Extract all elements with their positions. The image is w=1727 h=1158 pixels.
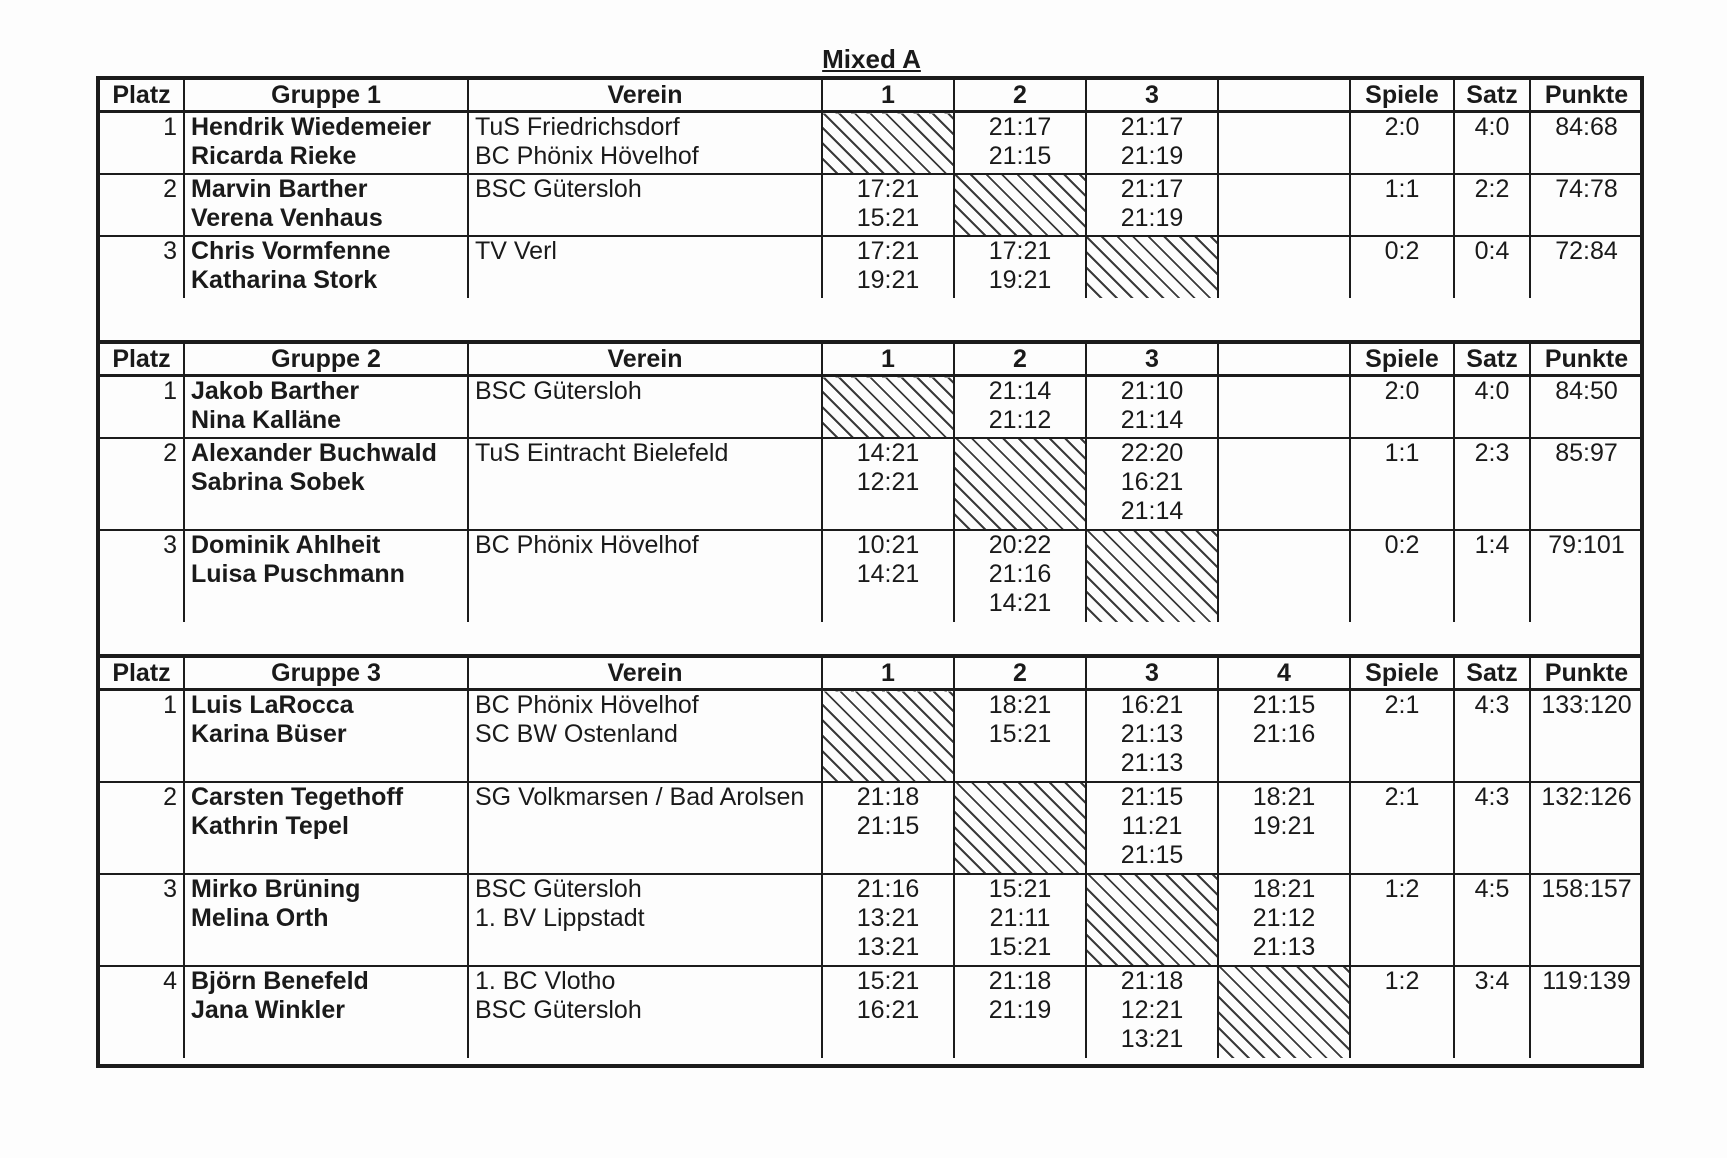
match-score-cell bbox=[1218, 438, 1350, 530]
set-score: 21:18 bbox=[988, 966, 1052, 995]
set-score: 16:21 bbox=[1120, 467, 1184, 496]
set-score: 13:21 bbox=[856, 903, 920, 932]
sets-cell: 3:4 bbox=[1454, 966, 1530, 1058]
match-score-cell bbox=[1218, 782, 1350, 874]
set-score: 19:21 bbox=[1252, 811, 1316, 840]
player-name: Chris Vormfenne bbox=[191, 236, 391, 265]
match-score-cell bbox=[822, 174, 954, 236]
players-cell bbox=[184, 174, 468, 236]
match-score-cell bbox=[1218, 174, 1350, 236]
match-score-cell bbox=[822, 874, 954, 966]
match-score-cell bbox=[822, 530, 954, 622]
sets-cell: 4:5 bbox=[1454, 874, 1530, 966]
club-cell bbox=[468, 530, 822, 622]
group-header-row bbox=[100, 80, 1642, 112]
set-score: 21:16 bbox=[1252, 720, 1316, 748]
set-score: 21:16 bbox=[988, 559, 1052, 588]
set-score: 21:16 bbox=[856, 874, 920, 903]
club-header: Verein bbox=[468, 80, 822, 112]
group-table bbox=[100, 658, 1642, 1058]
group-name-header: Gruppe 1 bbox=[184, 80, 468, 112]
team-row bbox=[100, 112, 1642, 174]
set-score: 21:15 bbox=[988, 142, 1052, 170]
club-name: TuS Eintracht Bielefeld bbox=[475, 438, 729, 467]
club-name: SG Volkmarsen / Bad Arolsen bbox=[475, 782, 805, 811]
self-match-hatched-cell bbox=[954, 174, 1086, 236]
points-cell: 72:84 bbox=[1530, 236, 1642, 298]
set-score: 15:21 bbox=[988, 932, 1052, 961]
set-score: 12:21 bbox=[856, 467, 920, 496]
set-score: 15:21 bbox=[988, 874, 1052, 903]
self-match-hatched-cell bbox=[1086, 530, 1218, 622]
points-cell: 132:126 bbox=[1530, 782, 1642, 874]
players-cell bbox=[184, 236, 468, 298]
player-name: Hendrik Wiedemeier bbox=[191, 113, 432, 141]
team-row bbox=[100, 966, 1642, 1058]
rank-cell: 1 bbox=[100, 112, 184, 174]
match-score-cell bbox=[1086, 782, 1218, 874]
page-title bbox=[0, 44, 1727, 75]
opponent-col-header: 3 bbox=[1086, 80, 1218, 112]
club-name: BSC Gütersloh bbox=[475, 874, 642, 903]
club-name: BC Phönix Hövelhof bbox=[475, 530, 699, 559]
match-score-cell bbox=[954, 874, 1086, 966]
sets-cell: 2:2 bbox=[1454, 174, 1530, 236]
sets-cell: 4:3 bbox=[1454, 690, 1530, 782]
games-cell: 0:2 bbox=[1350, 236, 1454, 298]
set-score: 21:14 bbox=[1120, 496, 1184, 525]
set-score: 18:21 bbox=[988, 691, 1052, 719]
players-cell bbox=[184, 782, 468, 874]
club-name: SC BW Ostenland bbox=[475, 720, 678, 748]
match-score-cell bbox=[954, 966, 1086, 1058]
opponent-col-header: 2 bbox=[954, 344, 1086, 376]
players-cell bbox=[184, 376, 468, 438]
match-score-cell bbox=[954, 112, 1086, 174]
set-score: 21:18 bbox=[1120, 966, 1184, 995]
points-cell: 158:157 bbox=[1530, 874, 1642, 966]
set-score: 16:21 bbox=[1120, 691, 1184, 719]
player-name: Mirko Brüning bbox=[191, 874, 361, 903]
opponent-col-header: 1 bbox=[822, 80, 954, 112]
games-cell: 1:2 bbox=[1350, 874, 1454, 966]
group-name-header: Gruppe 3 bbox=[184, 658, 468, 690]
player-name: Luis LaRocca bbox=[191, 691, 354, 719]
players-cell bbox=[184, 112, 468, 174]
player-name: Verena Venhaus bbox=[191, 203, 383, 232]
sets-header: Satz bbox=[1454, 658, 1530, 690]
match-score-cell bbox=[822, 438, 954, 530]
opponent-col-header bbox=[1218, 80, 1350, 112]
club-cell bbox=[468, 236, 822, 298]
points-header: Punkte bbox=[1530, 658, 1642, 690]
self-match-hatched-cell bbox=[1086, 874, 1218, 966]
club-name: 1. BV Lippstadt bbox=[475, 903, 645, 932]
players-cell bbox=[184, 874, 468, 966]
self-match-hatched-cell bbox=[822, 690, 954, 782]
team-row bbox=[100, 376, 1642, 438]
rank-cell: 2 bbox=[100, 438, 184, 530]
set-score: 21:12 bbox=[988, 406, 1052, 434]
set-score: 21:18 bbox=[856, 782, 920, 811]
points-cell: 84:50 bbox=[1530, 376, 1642, 438]
opponent-col-header bbox=[1218, 344, 1350, 376]
club-cell bbox=[468, 966, 822, 1058]
games-cell: 0:2 bbox=[1350, 530, 1454, 622]
team-row bbox=[100, 236, 1642, 298]
set-score: 21:19 bbox=[988, 995, 1052, 1024]
set-score: 17:21 bbox=[856, 174, 920, 203]
points-header: Punkte bbox=[1530, 80, 1642, 112]
self-match-hatched-cell bbox=[1218, 966, 1350, 1058]
set-score: 21:15 bbox=[856, 811, 920, 840]
match-score-cell bbox=[822, 782, 954, 874]
self-match-hatched-cell bbox=[1086, 236, 1218, 298]
sets-cell: 4:0 bbox=[1454, 376, 1530, 438]
match-score-cell bbox=[822, 966, 954, 1058]
match-score-cell bbox=[954, 236, 1086, 298]
set-score: 21:17 bbox=[1120, 113, 1184, 141]
rank-cell: 4 bbox=[100, 966, 184, 1058]
set-score: 21:17 bbox=[1120, 174, 1184, 203]
player-name: Melina Orth bbox=[191, 903, 329, 932]
set-score: 15:21 bbox=[988, 720, 1052, 748]
set-score: 21:15 bbox=[1252, 691, 1316, 719]
match-score-cell bbox=[1218, 376, 1350, 438]
player-name: Sabrina Sobek bbox=[191, 467, 365, 496]
match-score-cell bbox=[954, 530, 1086, 622]
games-cell: 2:0 bbox=[1350, 376, 1454, 438]
club-cell bbox=[468, 438, 822, 530]
club-name: BC Phönix Hövelhof bbox=[475, 142, 699, 170]
set-score: 14:21 bbox=[988, 588, 1052, 617]
player-name: Carsten Tegethoff bbox=[191, 782, 404, 811]
club-cell bbox=[468, 174, 822, 236]
sets-cell: 4:3 bbox=[1454, 782, 1530, 874]
sets-cell: 0:4 bbox=[1454, 236, 1530, 298]
games-header: Spiele bbox=[1350, 80, 1454, 112]
player-name: Jana Winkler bbox=[191, 995, 346, 1024]
group-name-header: Gruppe 2 bbox=[184, 344, 468, 376]
club-cell bbox=[468, 690, 822, 782]
club-header: Verein bbox=[468, 344, 822, 376]
rank-cell: 2 bbox=[100, 782, 184, 874]
page-title-text: Mixed A bbox=[822, 44, 921, 74]
set-score: 21:19 bbox=[1120, 142, 1184, 170]
club-cell bbox=[468, 874, 822, 966]
set-score: 21:15 bbox=[1120, 840, 1184, 869]
set-score: 19:21 bbox=[988, 265, 1052, 294]
set-score: 15:21 bbox=[856, 203, 920, 232]
player-name: Karina Büser bbox=[191, 720, 347, 748]
self-match-hatched-cell bbox=[954, 438, 1086, 530]
club-name: 1. BC Vlotho bbox=[475, 966, 616, 995]
set-score: 14:21 bbox=[856, 438, 920, 467]
club-name: TV Verl bbox=[475, 236, 557, 265]
group-table bbox=[100, 344, 1642, 622]
set-score: 11:21 bbox=[1121, 811, 1183, 840]
set-score: 21:12 bbox=[1252, 903, 1316, 932]
set-score: 19:21 bbox=[856, 265, 920, 294]
points-cell: 119:139 bbox=[1530, 966, 1642, 1058]
games-cell: 1:2 bbox=[1350, 966, 1454, 1058]
team-row bbox=[100, 690, 1642, 782]
points-cell: 79:101 bbox=[1530, 530, 1642, 622]
platz-header: Platz bbox=[100, 344, 184, 376]
set-score: 17:21 bbox=[988, 236, 1052, 265]
points-header: Punkte bbox=[1530, 344, 1642, 376]
set-score: 10:21 bbox=[856, 530, 920, 559]
group-table bbox=[100, 80, 1642, 298]
match-score-cell bbox=[1218, 874, 1350, 966]
rank-cell: 3 bbox=[100, 530, 184, 622]
match-score-cell bbox=[1086, 376, 1218, 438]
players-cell bbox=[184, 530, 468, 622]
self-match-hatched-cell bbox=[822, 376, 954, 438]
player-name: Katharina Stork bbox=[191, 265, 378, 294]
match-score-cell bbox=[1086, 174, 1218, 236]
set-score: 21:13 bbox=[1120, 749, 1184, 777]
match-score-cell bbox=[1086, 690, 1218, 782]
games-header: Spiele bbox=[1350, 658, 1454, 690]
set-score: 21:15 bbox=[1120, 782, 1184, 811]
club-cell bbox=[468, 782, 822, 874]
platz-header: Platz bbox=[100, 658, 184, 690]
club-name: BSC Gütersloh bbox=[475, 174, 642, 203]
set-score: 21:14 bbox=[988, 377, 1052, 405]
games-cell: 2:1 bbox=[1350, 782, 1454, 874]
points-cell: 85:97 bbox=[1530, 438, 1642, 530]
set-score: 21:10 bbox=[1120, 377, 1184, 405]
games-cell: 2:1 bbox=[1350, 690, 1454, 782]
player-name: Björn Benefeld bbox=[191, 966, 369, 995]
match-score-cell bbox=[1086, 966, 1218, 1058]
rank-cell: 1 bbox=[100, 690, 184, 782]
player-name: Alexander Buchwald bbox=[191, 438, 437, 467]
opponent-col-header: 2 bbox=[954, 80, 1086, 112]
match-score-cell bbox=[954, 690, 1086, 782]
team-row bbox=[100, 782, 1642, 874]
set-score: 21:11 bbox=[989, 903, 1051, 932]
match-score-cell bbox=[1218, 690, 1350, 782]
players-cell bbox=[184, 690, 468, 782]
sets-cell: 4:0 bbox=[1454, 112, 1530, 174]
self-match-hatched-cell bbox=[954, 782, 1086, 874]
club-name: BSC Gütersloh bbox=[475, 995, 642, 1024]
set-score: 14:21 bbox=[856, 559, 920, 588]
self-match-hatched-cell bbox=[822, 112, 954, 174]
points-cell: 74:78 bbox=[1530, 174, 1642, 236]
group-header-row bbox=[100, 658, 1642, 690]
set-score: 20:22 bbox=[988, 530, 1052, 559]
match-score-cell bbox=[954, 376, 1086, 438]
set-score: 21:19 bbox=[1120, 203, 1184, 232]
match-score-cell bbox=[1218, 236, 1350, 298]
set-score: 12:21 bbox=[1120, 995, 1184, 1024]
match-score-cell bbox=[822, 236, 954, 298]
club-header: Verein bbox=[468, 658, 822, 690]
players-cell bbox=[184, 438, 468, 530]
points-cell: 84:68 bbox=[1530, 112, 1642, 174]
club-name: BSC Gütersloh bbox=[475, 377, 642, 405]
set-score: 21:17 bbox=[988, 113, 1052, 141]
players-cell bbox=[184, 966, 468, 1058]
platz-header: Platz bbox=[100, 80, 184, 112]
club-name: TuS Friedrichsdorf bbox=[475, 113, 680, 141]
match-score-cell bbox=[1218, 112, 1350, 174]
sets-cell: 1:4 bbox=[1454, 530, 1530, 622]
set-score: 21:13 bbox=[1120, 720, 1184, 748]
games-cell: 1:1 bbox=[1350, 174, 1454, 236]
set-score: 21:13 bbox=[1252, 932, 1316, 961]
set-score: 13:21 bbox=[856, 932, 920, 961]
match-score-cell bbox=[1218, 530, 1350, 622]
club-name: BC Phönix Hövelhof bbox=[475, 691, 699, 719]
player-name: Ricarda Rieke bbox=[191, 142, 357, 170]
opponent-col-header: 3 bbox=[1086, 344, 1218, 376]
team-row bbox=[100, 874, 1642, 966]
team-row bbox=[100, 438, 1642, 530]
set-score: 21:14 bbox=[1120, 406, 1184, 434]
sets-cell: 2:3 bbox=[1454, 438, 1530, 530]
opponent-col-header: 1 bbox=[822, 658, 954, 690]
player-name: Luisa Puschmann bbox=[191, 559, 405, 588]
team-row bbox=[100, 530, 1642, 622]
match-score-cell bbox=[1086, 112, 1218, 174]
group-header-row bbox=[100, 344, 1642, 376]
set-score: 16:21 bbox=[856, 995, 920, 1024]
player-name: Marvin Barther bbox=[191, 174, 368, 203]
set-score: 15:21 bbox=[856, 966, 920, 995]
player-name: Jakob Barther bbox=[191, 377, 360, 405]
opponent-col-header: 4 bbox=[1218, 658, 1350, 690]
sets-header: Satz bbox=[1454, 80, 1530, 112]
set-score: 22:20 bbox=[1120, 438, 1184, 467]
club-cell bbox=[468, 112, 822, 174]
player-name: Dominik Ahlheit bbox=[191, 530, 381, 559]
games-cell: 2:0 bbox=[1350, 112, 1454, 174]
games-cell: 1:1 bbox=[1350, 438, 1454, 530]
player-name: Nina Kalläne bbox=[191, 406, 342, 434]
opponent-col-header: 1 bbox=[822, 344, 954, 376]
rank-cell: 2 bbox=[100, 174, 184, 236]
set-score: 13:21 bbox=[1120, 1024, 1184, 1053]
set-score: 18:21 bbox=[1252, 782, 1316, 811]
match-score-cell bbox=[1086, 438, 1218, 530]
set-score: 18:21 bbox=[1252, 874, 1316, 903]
club-cell bbox=[468, 376, 822, 438]
opponent-col-header: 3 bbox=[1086, 658, 1218, 690]
points-cell: 133:120 bbox=[1530, 690, 1642, 782]
rank-cell: 3 bbox=[100, 874, 184, 966]
rank-cell: 1 bbox=[100, 376, 184, 438]
sets-header: Satz bbox=[1454, 344, 1530, 376]
opponent-col-header: 2 bbox=[954, 658, 1086, 690]
rank-cell: 3 bbox=[100, 236, 184, 298]
team-row bbox=[100, 174, 1642, 236]
games-header: Spiele bbox=[1350, 344, 1454, 376]
set-score: 17:21 bbox=[856, 236, 920, 265]
player-name: Kathrin Tepel bbox=[191, 811, 349, 840]
